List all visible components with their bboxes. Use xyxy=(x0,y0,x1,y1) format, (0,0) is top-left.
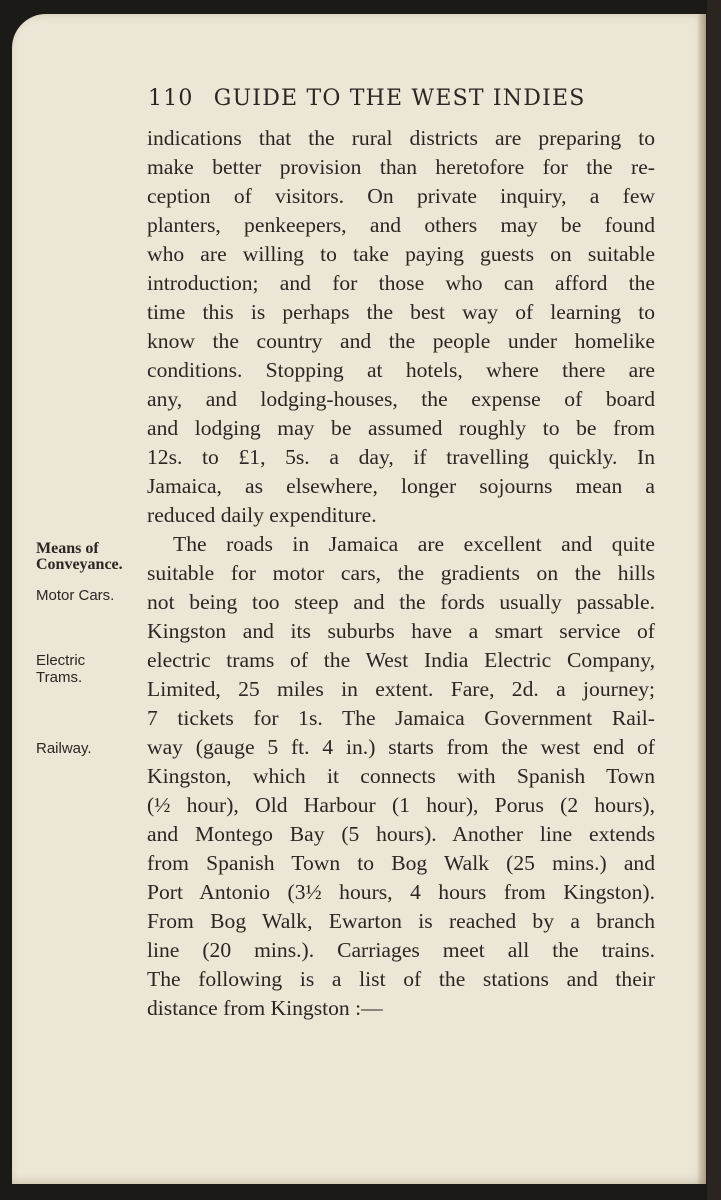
text-line: indications that the rural districts are preparing to xyxy=(147,126,655,150)
margin-note-conveyance: Conveyance. xyxy=(36,556,123,573)
text-line: distance from Kingston :— xyxy=(147,996,383,1020)
text-line: reduced daily expenditure. xyxy=(147,503,377,527)
text-line: any, and lodging-houses, the expense of board xyxy=(147,387,655,411)
text-line: 7 tickets for 1s. The Jamaica Government Rail- xyxy=(147,706,655,730)
text-line: Port Antonio (3½ hours, 4 hours from Kingston). xyxy=(147,880,655,904)
body-text xyxy=(147,124,655,1023)
text-line: and Montego Bay (5 hours). Another line extends xyxy=(147,822,655,846)
margin-note-motor-cars: Motor Cars. xyxy=(36,587,115,604)
text-line: Kingston, which it connects with Spanish Town xyxy=(147,764,655,788)
text-line: way (gauge 5 ft. 4 in.) starts from the west end of xyxy=(147,735,655,759)
text-line: conditions. Stopping at hotels, where there are xyxy=(147,358,655,382)
book-spine xyxy=(707,0,721,1200)
margin-note-electric: Electric xyxy=(36,652,86,669)
text-line: Jamaica, as elsewhere, longer sojourns mean a xyxy=(147,474,655,498)
text-line: time this is perhaps the best way of learning to xyxy=(147,300,655,324)
running-title: GUIDE TO THE WEST INDIES xyxy=(213,86,586,111)
margin-note-means-of: Means of xyxy=(36,540,99,557)
text-line: electric trams of the West India Electric Company, xyxy=(147,648,655,672)
text-line: know the country and the people under homelike xyxy=(147,329,655,353)
text-line: The following is a list of the stations and their xyxy=(147,967,655,991)
text-line: 12s. to £1, 5s. a day, if travelling quickly. In xyxy=(147,445,655,469)
text-line: Kingston and its suburbs have a smart service of xyxy=(147,619,655,643)
text-line: (½ hour), Old Harbour (1 hour), Porus (2 hours), xyxy=(147,793,655,817)
text-line: From Bog Walk, Ewarton is reached by a branch xyxy=(147,909,655,933)
page-number: 110 xyxy=(148,86,194,111)
text-line: from Spanish Town to Bog Walk (25 mins.) and xyxy=(147,851,655,875)
text-line: and lodging may be assumed roughly to be from xyxy=(147,416,655,440)
text-line: line (20 mins.). Carriages meet all the trains. xyxy=(147,938,655,962)
text-line: planters, penkeepers, and others may be found xyxy=(147,213,655,237)
text-line: Limited, 25 miles in extent. Fare, 2d. a journey; xyxy=(147,677,655,701)
text-line: suitable for motor cars, the gradients on the hills xyxy=(147,561,655,585)
margin-note-trams: Trams. xyxy=(36,669,83,686)
text-line: introduction; and for those who can afford the xyxy=(147,271,655,295)
text-line: ception of visitors. On private inquiry, a few xyxy=(147,184,655,208)
text-line: not being too steep and the fords usually passable. xyxy=(147,590,655,614)
margin-note-railway: Railway. xyxy=(36,740,92,757)
text-line: The roads in Jamaica are excellent and quite xyxy=(173,532,655,556)
page-edge-shadow xyxy=(698,14,706,1184)
text-line: make better provision than heretofore for the re- xyxy=(147,155,655,179)
running-header xyxy=(148,86,618,111)
text-line: who are willing to take paying guests on suitable xyxy=(147,242,655,266)
